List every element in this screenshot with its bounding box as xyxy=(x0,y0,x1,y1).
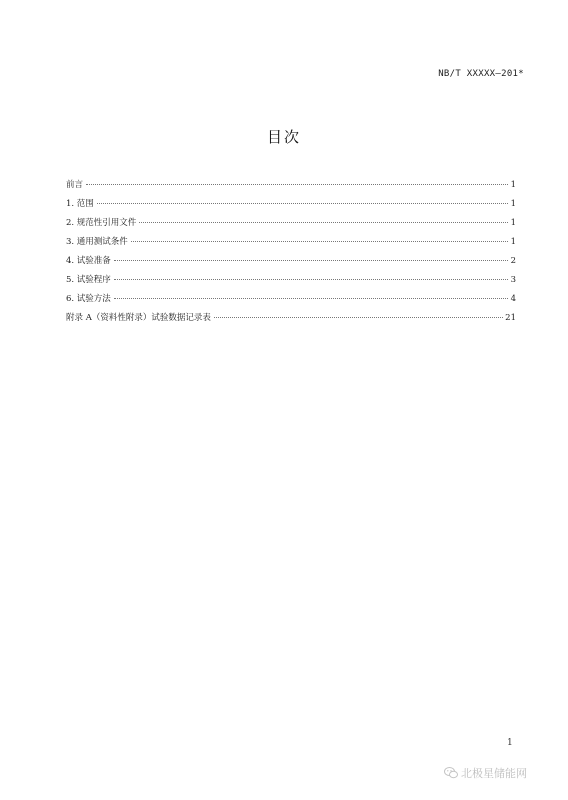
toc-entry-preface[interactable] xyxy=(66,178,516,197)
toc-entry-page: 2 xyxy=(510,256,516,266)
toc-entry-label: 3. 通用测试条件 xyxy=(66,237,128,247)
toc-entry-page: 3 xyxy=(510,275,516,285)
toc-leader-dots xyxy=(114,260,508,261)
toc-entry-page: 1 xyxy=(510,218,516,228)
toc-leader-dots xyxy=(214,317,503,318)
watermark xyxy=(444,765,527,781)
toc-leader-dots xyxy=(86,184,508,185)
toc-entry-test-procedure[interactable] xyxy=(66,273,516,292)
toc-leader-dots xyxy=(131,241,508,242)
watermark-text: 北极星储能网 xyxy=(461,767,527,780)
toc-entry-label: 6. 试验方法 xyxy=(66,294,111,304)
toc-entry-test-methods[interactable] xyxy=(66,292,516,311)
toc-entry-appendix-a[interactable] xyxy=(66,311,516,330)
toc-entry-label: 1. 范围 xyxy=(66,199,94,209)
toc-leader-dots xyxy=(139,222,508,223)
toc-entry-label: 2. 规范性引用文件 xyxy=(66,218,137,228)
toc-leader-dots xyxy=(114,298,508,299)
toc-entry-general-test-conditions[interactable] xyxy=(66,235,516,254)
toc-leader-dots xyxy=(97,203,508,204)
toc-entry-label: 5. 试验程序 xyxy=(66,275,111,285)
document-code: NB/T XXXXX—201* xyxy=(438,69,524,79)
wechat-icon xyxy=(444,767,458,779)
toc-entry-label: 前言 xyxy=(66,180,84,190)
toc-entry-page: 4 xyxy=(510,294,516,304)
toc-entry-page: 1 xyxy=(510,237,516,247)
page-number: 1 xyxy=(507,738,513,748)
table-of-contents xyxy=(66,178,516,330)
toc-entry-test-preparation[interactable] xyxy=(66,254,516,273)
toc-entry-normative-references[interactable] xyxy=(66,216,516,235)
toc-entry-page: 1 xyxy=(510,199,516,209)
toc-entry-page: 1 xyxy=(510,180,516,190)
toc-entry-label: 4. 试验准备 xyxy=(66,256,111,266)
toc-entry-scope[interactable] xyxy=(66,197,516,216)
toc-entry-page: 21 xyxy=(505,313,516,323)
toc-title: 目次 xyxy=(266,128,301,146)
toc-entry-label: 附录 A（资料性附录）试验数据记录表 xyxy=(66,313,211,323)
toc-leader-dots xyxy=(114,279,508,280)
